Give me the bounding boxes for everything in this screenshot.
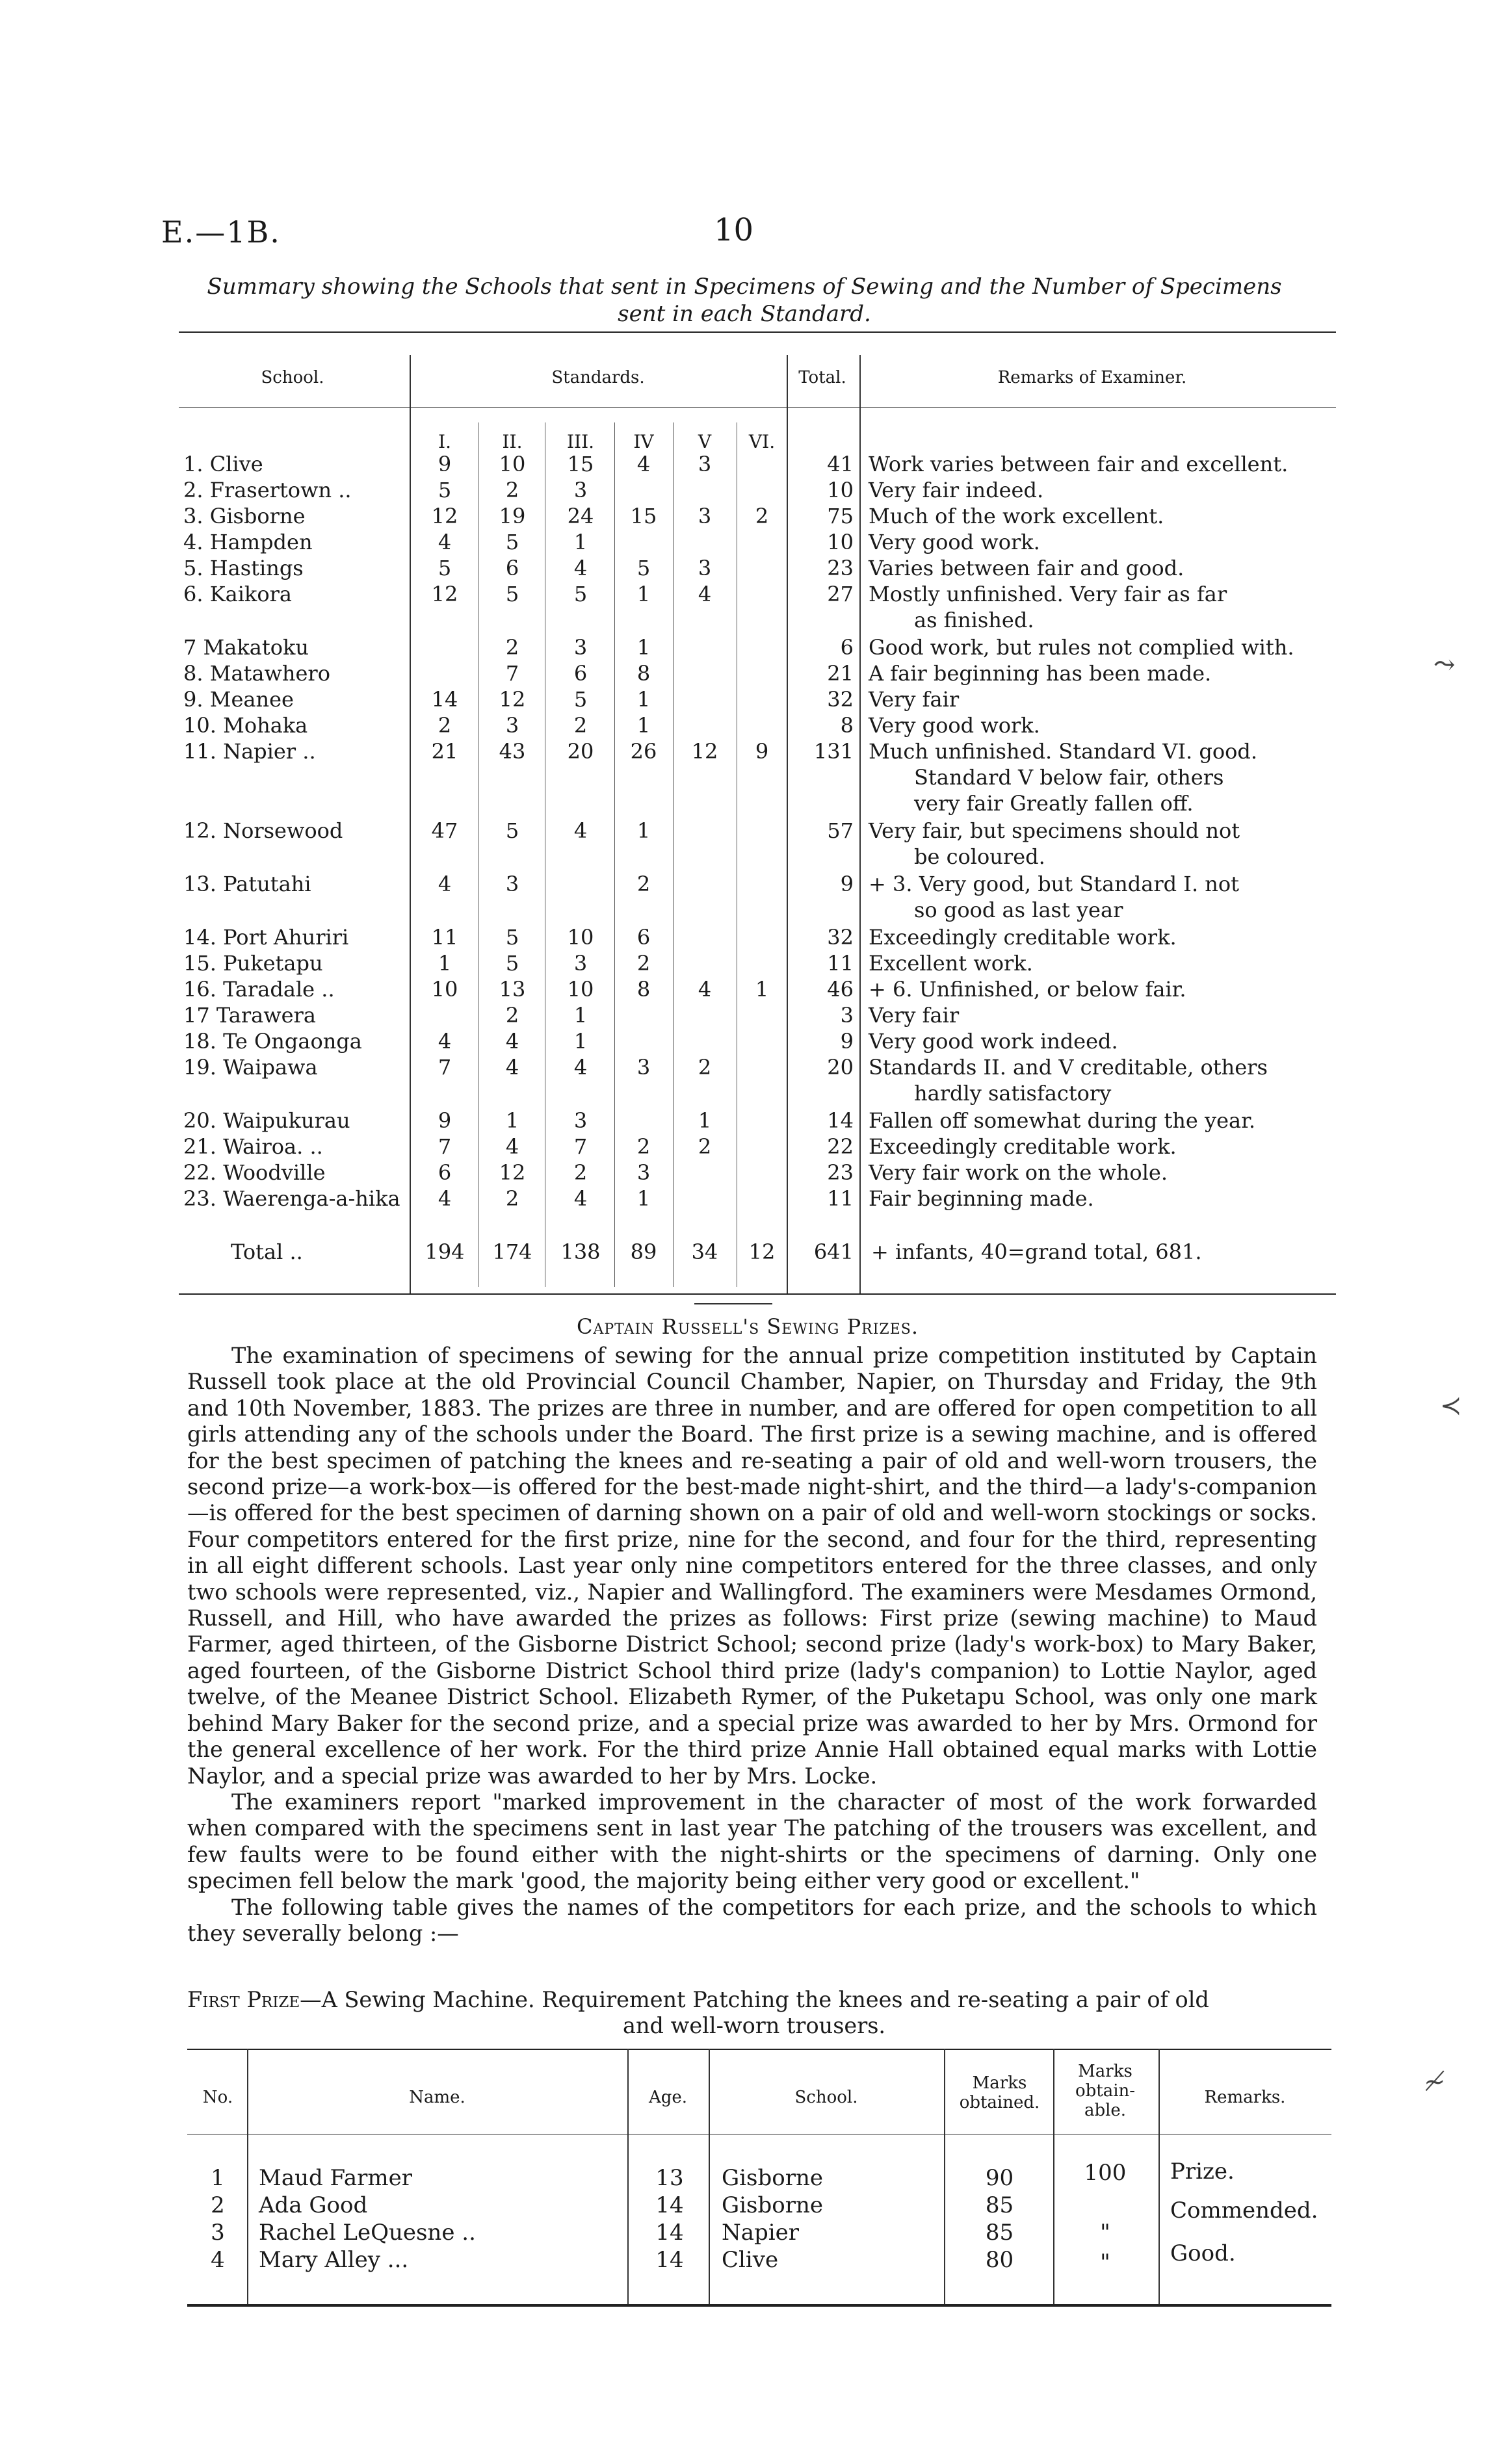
- standard-label: II.: [502, 431, 523, 452]
- remark-line: Very good work.: [869, 713, 1040, 738]
- standard-count: 5: [438, 556, 452, 580]
- examiner-remark: [869, 1028, 1317, 1054]
- standard-count: 24: [567, 504, 594, 528]
- standard-count: 20: [567, 739, 594, 764]
- row-total: 32: [827, 687, 854, 712]
- header-bottom-rule: [179, 407, 1336, 408]
- school-name: 21. Wairoa. ..: [183, 1134, 323, 1159]
- standard-count: 3: [573, 1108, 588, 1133]
- remark-line: Very good work.: [869, 530, 1040, 554]
- standard-count: 5: [505, 818, 519, 843]
- standard-count: 6: [505, 556, 519, 580]
- school-name: 20. Waipukurau: [183, 1108, 350, 1133]
- header-school: School.: [261, 368, 324, 387]
- col-divider: [1158, 2049, 1160, 2304]
- remark-line: be coloured.: [914, 844, 1045, 869]
- col-divider: [944, 2049, 945, 2304]
- t2-header-obtainable: Marks obtain-able.: [1075, 2062, 1136, 2120]
- school-name: 23. Waerenga-a-hika: [183, 1186, 400, 1211]
- standard-count: 3: [698, 452, 712, 476]
- row-total: 20: [827, 1055, 854, 1080]
- standard-count: 1: [438, 951, 452, 976]
- standard-count: 2: [698, 1134, 712, 1159]
- standard-count: 3: [698, 556, 712, 580]
- remark-line: as finished.: [914, 608, 1034, 632]
- standard-count: 4: [505, 1029, 519, 1054]
- school-name: 14. Port Ahuriri: [183, 925, 349, 950]
- standard-count: 21: [431, 739, 458, 764]
- paragraph-1: The examination of specimens of sewing for the annual prize competition instituted by Captain Russell took place at the old Provincial Council Chamber, Napier, on Thursday and Friday, the 9th and 10th November, 1883. The prizes are three in number, and are offered for open competition to all girls attending any of the schools under the Board. The first prize is a sewing machine, and is offered for the best specimen of patching the knees and re-seating a pair of old and well-worn trousers, the second prize—a work-box—is offered for the best-made night-shirt, and the third—a lady's-companion—is offered for the best specimen of darning shown on a pair of old and well-worn stockings or socks. Four competitors entered for the first prize, nine for the second, and four for the third, representing in all eight different schools. Last year only nine competitors entered for the three classes, and only two schools were represented, viz., Napier and Wallingford. The examiners were Mesdames Ormond, Russell, and Hill, who have awarded the prizes as follows: First prize (sewing machine) to Maud Farmer, aged thirteen, of the Gisborne District School; second prize (lady's work-box) to Mary Baker, aged fourteen, of the Gisborne District School third prize (lady's companion) to Lottie Naylor, aged twelve, of the Meanee District School. Elizabeth Rymer, of the Puketapu School, was only one mark behind Mary Baker for the second prize, and a special prize was awarded to her by Mrs. Ormond for the general excellence of her work. For the third prize Annie Hall obtained equal marks with Lottie Naylor, and a special prize was awarded to her by Mrs. Locke.: [187, 1343, 1317, 1789]
- examiner-remark: [869, 503, 1317, 529]
- margin-mark: ⤳: [1433, 650, 1456, 680]
- standard-label: VI.: [748, 431, 776, 452]
- standard-count: 5: [573, 687, 588, 712]
- standard-count: 10: [499, 452, 526, 476]
- examiner-remark: [869, 1054, 1317, 1106]
- remark-line: hardly satisfactory: [914, 1081, 1112, 1106]
- table-caption: [163, 273, 1326, 328]
- standard-count: 7: [438, 1055, 452, 1080]
- row-total: 9: [840, 1029, 854, 1054]
- remark-line: Standard V below fair, others: [914, 765, 1224, 790]
- row-total: 23: [827, 556, 854, 580]
- row-total: 131: [813, 739, 854, 764]
- standard-label: III.: [566, 431, 595, 452]
- examiner-remark: [869, 1108, 1317, 1134]
- standard-count: 10: [567, 925, 594, 950]
- row-total: 46: [827, 977, 854, 1002]
- examiner-remark: [869, 581, 1317, 633]
- col-divider: [627, 2049, 629, 2304]
- standard-count: 4: [698, 582, 712, 606]
- total-standard: 174: [492, 1239, 532, 1264]
- cell-age: 14: [655, 2247, 684, 2273]
- school-name: 12. Norsewood: [183, 818, 343, 843]
- standard-count: 1: [636, 713, 651, 738]
- standard-count: 4: [636, 452, 651, 476]
- standard-count: 4: [698, 977, 712, 1002]
- cell-name: Ada Good: [259, 2192, 368, 2218]
- grand-total: 641: [813, 1239, 854, 1264]
- standard-count: 19: [499, 504, 526, 528]
- table2-bottom-rule: [187, 2304, 1331, 2307]
- school-name: 16. Taradale ..: [183, 977, 335, 1002]
- standard-count: 2: [505, 635, 519, 660]
- standard-count: 5: [573, 582, 588, 606]
- standard-count: 2: [573, 1160, 588, 1185]
- examiner-remark: [869, 451, 1317, 477]
- remark-line: Much of the work excellent.: [869, 504, 1164, 528]
- cell-obtained: 85: [985, 2220, 1014, 2246]
- standard-count: 15: [567, 452, 594, 476]
- standard-count: 4: [505, 1134, 519, 1159]
- school-name: 22. Woodville: [183, 1160, 326, 1185]
- cell-obtainable: 100: [1084, 2160, 1127, 2186]
- remark-line: Very fair: [869, 687, 960, 712]
- standard-count: 6: [636, 925, 651, 950]
- cell-school: Gisborne: [722, 2165, 823, 2191]
- col-divider: [787, 355, 788, 1293]
- examiner-remark: [869, 660, 1317, 686]
- standard-count: 1: [636, 818, 651, 843]
- total-standard: 89: [630, 1239, 657, 1264]
- standard-count: 3: [505, 713, 519, 738]
- standard-count: 3: [698, 504, 712, 528]
- document-code: E.—1B.: [161, 214, 281, 250]
- examiner-remark: [869, 950, 1317, 976]
- standard-count: 4: [573, 556, 588, 580]
- school-name: 15. Puketapu: [183, 951, 323, 976]
- row-total: 6: [840, 635, 854, 660]
- remark-line: Mostly unfinished. Very fair as far: [869, 582, 1227, 606]
- col-divider: [1053, 2049, 1054, 2304]
- examiner-remark: [869, 1134, 1317, 1160]
- cell-name: Rachel LeQuesne ..: [259, 2220, 476, 2246]
- caption-line-2: sent in each Standard.: [618, 301, 871, 327]
- school-name: 4. Hampden: [183, 530, 313, 554]
- standard-count: 3: [505, 872, 519, 896]
- remark-line: very fair Greatly fallen off.: [914, 791, 1194, 816]
- t2-header-remarks: Remarks.: [1204, 2088, 1286, 2107]
- cell-remarks: Prize.: [1170, 2159, 1235, 2185]
- page-number: 10: [714, 212, 754, 248]
- row-total: 11: [827, 1186, 854, 1211]
- cell-remarks: Commended.: [1170, 2198, 1318, 2224]
- standard-count: 1: [698, 1108, 712, 1133]
- standard-count: 5: [505, 925, 519, 950]
- table2-top-rule: [187, 2049, 1331, 2050]
- row-total: 23: [827, 1160, 854, 1185]
- row-total: 57: [827, 818, 854, 843]
- standard-label: I.: [438, 431, 451, 452]
- standard-count: 3: [573, 478, 588, 502]
- t2-header-obtained: Marks obtained.: [959, 2073, 1040, 2112]
- school-name: 7 Makatoku: [183, 635, 309, 660]
- total-standard: 194: [425, 1239, 465, 1264]
- row-total: 3: [840, 1003, 854, 1028]
- standard-count: 12: [499, 1160, 526, 1185]
- total-label: Total ..: [231, 1239, 303, 1264]
- standard-count: 4: [505, 1055, 519, 1080]
- first-prize-text-2: and well-worn trousers.: [623, 2013, 886, 2038]
- standard-count: 3: [573, 951, 588, 976]
- first-prize-heading: [187, 1987, 1331, 2039]
- t2-header-no: No.: [202, 2088, 233, 2107]
- header-total: Total.: [798, 368, 846, 387]
- remark-line: Standards II. and V creditable, others: [869, 1055, 1268, 1080]
- standard-count: 2: [505, 478, 519, 502]
- standard-count: 1: [636, 582, 651, 606]
- col-divider: [859, 355, 861, 1293]
- row-total: 11: [827, 951, 854, 976]
- examiner-remark: [869, 818, 1317, 870]
- remark-line: Exceedingly creditable work.: [869, 1134, 1177, 1159]
- examiner-remark: [869, 555, 1317, 581]
- standard-count: 15: [630, 504, 657, 528]
- standard-count: 2: [636, 1134, 651, 1159]
- school-name: 1. Clive: [183, 452, 263, 476]
- standard-count: 2: [698, 1055, 712, 1080]
- standard-count: 2: [438, 713, 452, 738]
- school-name: 2. Frasertown ..: [183, 478, 352, 502]
- remark-line: Exceedingly creditable work.: [869, 925, 1177, 950]
- standard-label: IV: [633, 431, 654, 452]
- school-name: 3. Gisborne: [183, 504, 306, 528]
- row-total: 22: [827, 1134, 854, 1159]
- standard-count: 4: [438, 1186, 452, 1211]
- table-top-rule: [179, 331, 1336, 333]
- standard-count: 4: [438, 530, 452, 554]
- standard-count: 1: [573, 1003, 588, 1028]
- remark-line: Good work, but rules not complied with.: [869, 635, 1294, 660]
- cell-no: 4: [211, 2247, 225, 2273]
- school-name: 19. Waipawa: [183, 1055, 318, 1080]
- col-divider: [673, 422, 674, 1287]
- standard-count: 47: [431, 818, 458, 843]
- col-divider: [247, 2049, 248, 2304]
- cell-age: 13: [655, 2165, 684, 2191]
- standard-count: 43: [499, 739, 526, 764]
- standard-count: 3: [636, 1160, 651, 1185]
- examiner-remark: [869, 976, 1317, 1002]
- standard-count: 1: [573, 530, 588, 554]
- examiner-remark: [869, 686, 1317, 712]
- section-title: Captain Russell's Sewing Prizes.: [576, 1314, 919, 1339]
- cell-no: 3: [211, 2220, 225, 2246]
- standard-count: 2: [755, 504, 769, 528]
- cell-age: 14: [655, 2192, 684, 2218]
- header-standards: Standards.: [551, 368, 645, 387]
- standard-count: 3: [573, 635, 588, 660]
- paragraph-3: The following table gives the names of the competitors for each prize, and the schools to which they severally belong :—: [187, 1894, 1317, 1946]
- standard-count: 2: [505, 1003, 519, 1028]
- cell-remarks: Good.: [1170, 2240, 1236, 2266]
- standard-label: V: [698, 431, 712, 452]
- standard-count: 1: [636, 687, 651, 712]
- cell-obtained: 85: [985, 2192, 1014, 2218]
- row-total: 14: [827, 1108, 854, 1133]
- first-prize-label: First Prize: [187, 1987, 300, 2012]
- row-total: 32: [827, 925, 854, 950]
- total-remark: + infants, 40=grand total, 681.: [871, 1239, 1202, 1264]
- remark-line: Very fair: [869, 1003, 960, 1028]
- margin-mark: ≺: [1440, 1391, 1462, 1421]
- standard-count: 13: [499, 977, 526, 1002]
- col-divider: [709, 2049, 710, 2304]
- remark-line: + 6. Unfinished, or below fair.: [869, 977, 1186, 1002]
- cell-age: 14: [655, 2220, 684, 2246]
- standard-count: 7: [438, 1134, 452, 1159]
- standard-count: 9: [755, 739, 769, 764]
- standard-count: 1: [636, 635, 651, 660]
- row-total: 10: [827, 478, 854, 502]
- cell-no: 2: [211, 2192, 225, 2218]
- caption-line-1: Summary showing the Schools that sent in Specimens of Sewing and the Number of Specimens: [207, 274, 1282, 300]
- row-total: 10: [827, 530, 854, 554]
- standard-count: 9: [438, 1108, 452, 1133]
- remark-line: Fair beginning made.: [869, 1186, 1094, 1211]
- standard-count: 8: [636, 661, 651, 686]
- remark-line: Much unfinished. Standard VI. good.: [869, 739, 1258, 764]
- standard-count: 5: [636, 556, 651, 580]
- standard-count: 12: [499, 687, 526, 712]
- standard-count: 10: [567, 977, 594, 1002]
- col-divider: [410, 355, 411, 1293]
- standard-count: 4: [573, 818, 588, 843]
- standard-count: 11: [431, 925, 458, 950]
- standard-count: 3: [636, 1055, 651, 1080]
- cell-school: Gisborne: [722, 2192, 823, 2218]
- standard-count: 5: [505, 582, 519, 606]
- remark-line: Excellent work.: [869, 951, 1033, 976]
- standard-count: 4: [573, 1186, 588, 1211]
- remark-line: Very fair, but specimens should not: [869, 818, 1240, 843]
- total-standard: 34: [691, 1239, 718, 1264]
- total-standard: 12: [748, 1239, 776, 1264]
- row-total: 27: [827, 582, 854, 606]
- first-prize-text: —A Sewing Machine. Requirement Patching the knees and re-seating a pair of old: [300, 1987, 1209, 2012]
- standard-count: 2: [636, 951, 651, 976]
- section-title-rule: [694, 1303, 772, 1304]
- cell-obtained: 90: [985, 2165, 1014, 2191]
- examiner-remark: [869, 738, 1317, 816]
- school-name: 17 Tarawera: [183, 1003, 316, 1028]
- standard-count: 6: [438, 1160, 452, 1185]
- standard-count: 4: [438, 1029, 452, 1054]
- standard-count: 5: [438, 478, 452, 502]
- header-remarks: Remarks of Examiner.: [997, 368, 1187, 387]
- total-standard: 138: [560, 1239, 601, 1264]
- row-total: 21: [827, 661, 854, 686]
- margin-mark: ≁: [1424, 2067, 1446, 2097]
- standard-count: 12: [431, 504, 458, 528]
- cell-name: Maud Farmer: [259, 2165, 412, 2191]
- examiner-remark: [869, 634, 1317, 660]
- standard-count: 5: [505, 951, 519, 976]
- standard-count: 12: [431, 582, 458, 606]
- remark-line: Fallen off somewhat during the year.: [869, 1108, 1256, 1133]
- row-total: 41: [827, 452, 854, 476]
- examiner-remark: [869, 1002, 1317, 1028]
- cell-name: Mary Alley ...: [259, 2247, 409, 2273]
- cell-obtainable: ": [1100, 2220, 1110, 2246]
- standard-count: 6: [573, 661, 588, 686]
- standard-count: 9: [438, 452, 452, 476]
- standard-count: 4: [438, 872, 452, 896]
- standard-count: 5: [505, 530, 519, 554]
- school-name: 5. Hastings: [183, 556, 304, 580]
- remark-line: Varies between fair and good.: [869, 556, 1184, 580]
- standard-count: 1: [573, 1029, 588, 1054]
- school-name: 9. Meanee: [183, 687, 294, 712]
- standard-count: 26: [630, 739, 657, 764]
- standard-count: 10: [431, 977, 458, 1002]
- standard-count: 2: [573, 713, 588, 738]
- standard-count: 1: [755, 977, 769, 1002]
- standard-count: 1: [636, 1186, 651, 1211]
- remark-line: Work varies between fair and excellent.: [869, 452, 1289, 476]
- examiner-remark: [869, 871, 1317, 923]
- standard-count: 4: [573, 1055, 588, 1080]
- table-bottom-rule: [179, 1293, 1336, 1295]
- school-name: 18. Te Ongaonga: [183, 1029, 362, 1054]
- cell-obtained: 80: [985, 2247, 1014, 2273]
- examiner-remark: [869, 1186, 1317, 1212]
- body-text: [187, 1343, 1317, 1947]
- row-total: 75: [827, 504, 854, 528]
- examiner-remark: [869, 1160, 1317, 1186]
- examiner-remark: [869, 924, 1317, 950]
- row-total: 9: [840, 872, 854, 896]
- cell-obtainable: ": [1100, 2250, 1110, 2276]
- remark-line: + 3. Very good, but Standard I. not: [869, 872, 1240, 896]
- t2-header-name: Name.: [409, 2088, 465, 2107]
- col-divider: [614, 422, 615, 1287]
- school-name: 6. Kaikora: [183, 582, 292, 606]
- cell-no: 1: [211, 2165, 225, 2191]
- standard-count: 2: [636, 872, 651, 896]
- school-name: 11. Napier ..: [183, 739, 316, 764]
- t2-header-age: Age.: [648, 2088, 688, 2107]
- examiner-remark: [869, 712, 1317, 738]
- remark-line: Very good work indeed.: [869, 1029, 1118, 1054]
- cell-school: Clive: [722, 2247, 779, 2273]
- standard-count: 1: [505, 1108, 519, 1133]
- remark-line: A fair beginning has been made.: [869, 661, 1212, 686]
- school-name: 13. Patutahi: [183, 872, 311, 896]
- standard-count: 8: [636, 977, 651, 1002]
- examiner-remark: [869, 477, 1317, 503]
- row-total: 8: [840, 713, 854, 738]
- remark-line: Very fair indeed.: [869, 478, 1044, 502]
- standard-count: 2: [505, 1186, 519, 1211]
- standard-count: 7: [505, 661, 519, 686]
- examiner-remark: [869, 529, 1317, 555]
- paragraph-2: The examiners report "marked improvement in the character of most of the work forwarded when compared with the specimens sent in last year The patching of the trousers was excellent, and few faults were to be found either with the night-shirts or the specimens of darning. Only one specimen fell below the mark 'good, the majority being either very good or excellent.": [187, 1789, 1317, 1894]
- school-name: 10. Mohaka: [183, 713, 308, 738]
- school-name: 8. Matawhero: [183, 661, 330, 686]
- standard-count: 7: [573, 1134, 588, 1159]
- standard-count: 14: [431, 687, 458, 712]
- remark-line: so good as last year: [914, 898, 1123, 922]
- t2-header-school: School.: [794, 2088, 858, 2107]
- cell-school: Napier: [722, 2220, 800, 2246]
- standard-count: 12: [691, 739, 718, 764]
- remark-line: Very fair work on the whole.: [869, 1160, 1168, 1185]
